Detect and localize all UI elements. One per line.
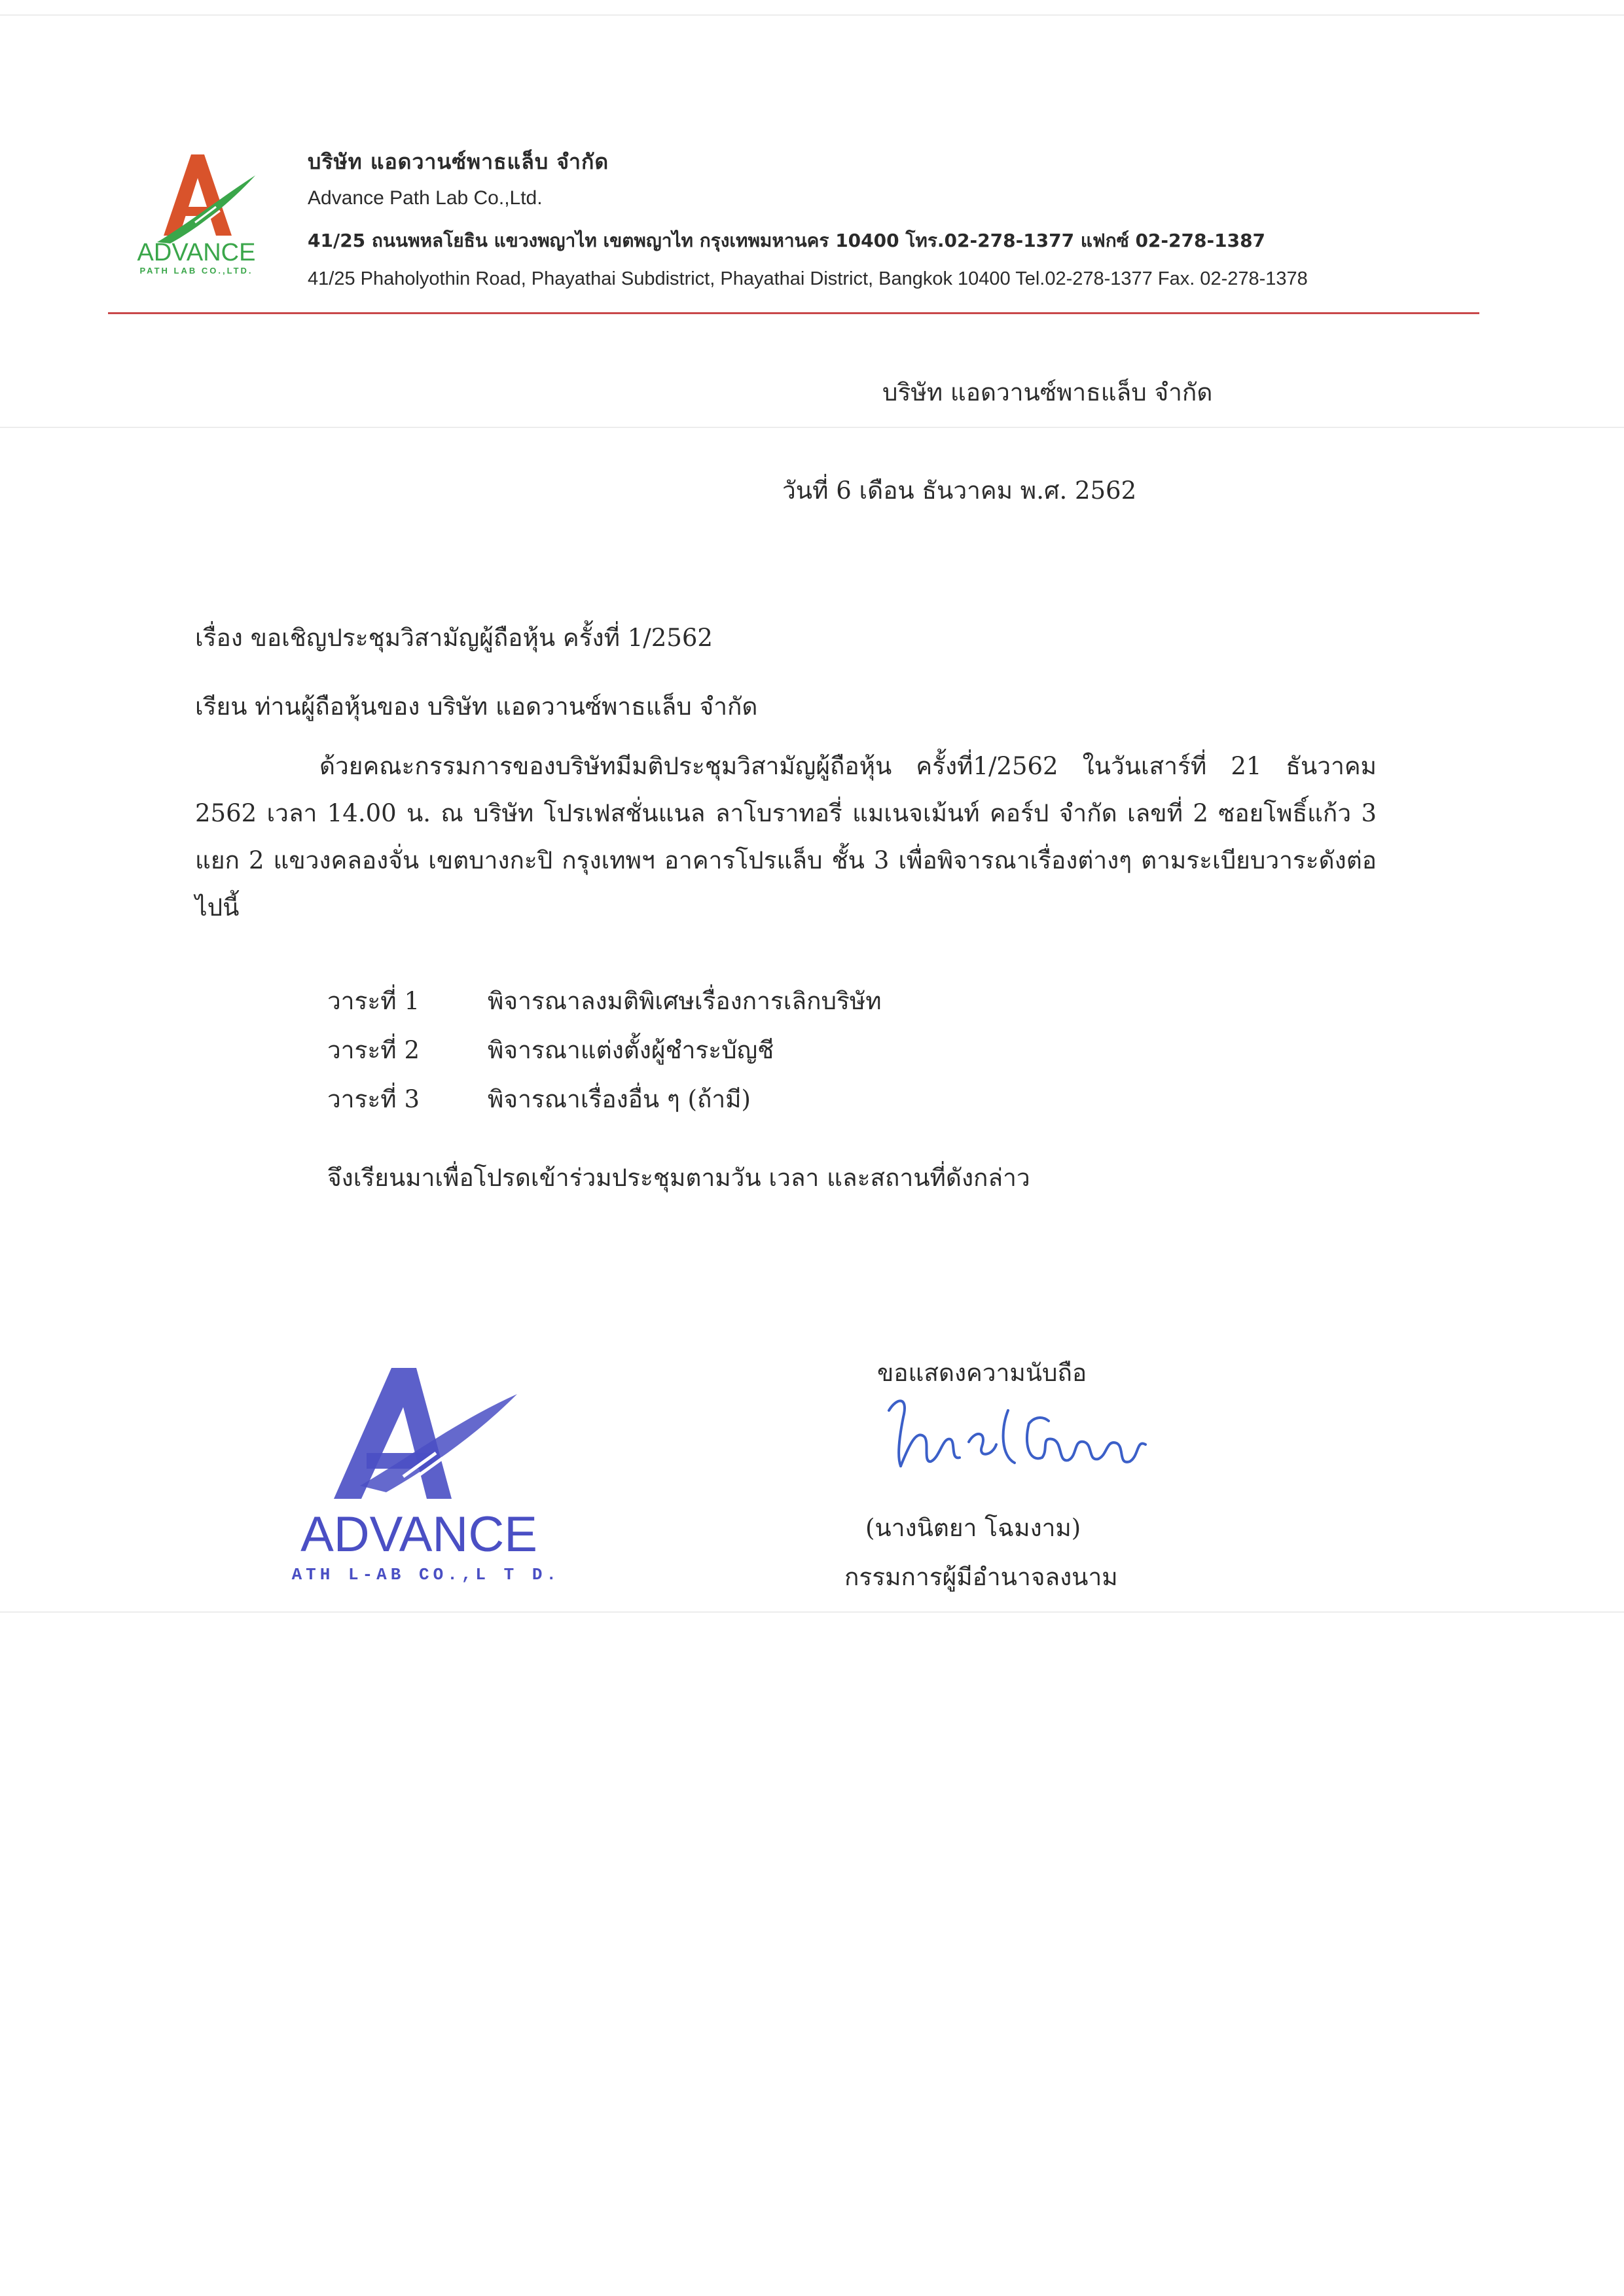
agenda-item	[327, 982, 882, 1020]
closing-request: จึงเรียนมาเพื่อโปรดเข้าร่วมประชุมตามวัน เวลา และสถานที่ดังกล่าว	[327, 1164, 1030, 1192]
agenda-number: วาระที่ 1	[327, 987, 420, 1015]
company-address-english: 41/25 Phaholyothin Road, Phayathai Subdistrict, Phayathai District, Bangkok 10400 Tel.02-278-1377 Fax. 02-278-1378	[308, 268, 1308, 289]
letter-recipient: เรียน ท่านผู้ถือหุ้นของ บริษัท แอดวานซ์พาธแล็บ จำกัด	[195, 692, 758, 721]
scan-artifact-line	[0, 427, 1624, 428]
agenda-number: วาระที่ 3	[327, 1085, 420, 1113]
header-divider	[108, 312, 1479, 314]
sender-name: บริษัท แอดวานซ์พาธแล็บ จำกัด	[882, 378, 1213, 406]
company-logo	[118, 144, 275, 288]
company-address-thai: 41/25 ถนนพหลโยธิน แขวงพญาไท เขตพญาไท กรุงเทพมหานคร 10400 โทร.02-278-1377 แฟกซ์ 02-278-1387	[308, 230, 1266, 251]
letter-body-paragraph: ด้วยคณะกรรมการของบริษัทมีมติประชุมวิสามัญผู้ถือหุ้น ครั้งที่1/2562 ในวันเสาร์ที่ 21 ธันวาคม 2562 เวลา 14.00 น. ณ บริษัท โปรเฟสชั่นแนล ลาโบราทอรี่ แมเนจเม้นท์ คอร์ป จำกัด เลขที่ 2 ซอยโพธิ์แก้ว 3 แยก 2 แขวงคลองจั่น เขตบางกะปิ กรุงเทพฯ อาคารโปรแล็บ ชั้น 3 เพื่อพิจารณาเรื่องต่างๆ ตามระเบียบวาระดังต่อไปนี้	[195, 752, 1377, 922]
signatory-title: กรรมการผู้มีอำนาจลงนาม	[844, 1563, 1118, 1591]
company-name-thai: บริษัท แอดวานซ์พาธแล็บ จำกัด	[308, 149, 609, 174]
agenda-text: พิจารณาแต่งตั้งผู้ชำระบัญชี	[488, 1036, 774, 1064]
agenda-text: พิจารณาลงมติพิเศษเรื่องการเลิกบริษัท	[488, 987, 882, 1015]
agenda-text: พิจารณาเรื่องอื่น ๆ (ถ้ามี)	[488, 1085, 751, 1113]
signatory-name: (นางนิตยา โฉมงาม)	[865, 1514, 1081, 1542]
logo-text: ADVANCE	[137, 239, 256, 266]
company-seal-stamp	[288, 1355, 563, 1590]
letter-subject: เรื่อง ขอเชิญประชุมวิสามัญผู้ถือหุ้น ครั้งที่ 1/2562	[195, 624, 713, 652]
closing-salutation: ขอแสดงความนับถือ	[877, 1359, 1087, 1387]
logo-subtext: PATH LAB CO.,LTD.	[139, 266, 253, 276]
agenda-item	[327, 1031, 774, 1069]
stamp-text: ADVANCE	[300, 1507, 537, 1562]
company-name-english: Advance Path Lab Co.,Ltd.	[308, 187, 543, 209]
scan-artifact-line	[0, 14, 1624, 16]
stamp-subtext: PATH L-AB CO.,L T D.	[288, 1565, 561, 1585]
handwritten-signature	[877, 1384, 1185, 1482]
agenda-item	[327, 1080, 751, 1119]
scan-artifact-line	[0, 1611, 1624, 1613]
letter-date: วันที่ 6 เดือน ธันวาคม พ.ศ. 2562	[782, 476, 1137, 505]
agenda-number: วาระที่ 2	[327, 1036, 420, 1064]
